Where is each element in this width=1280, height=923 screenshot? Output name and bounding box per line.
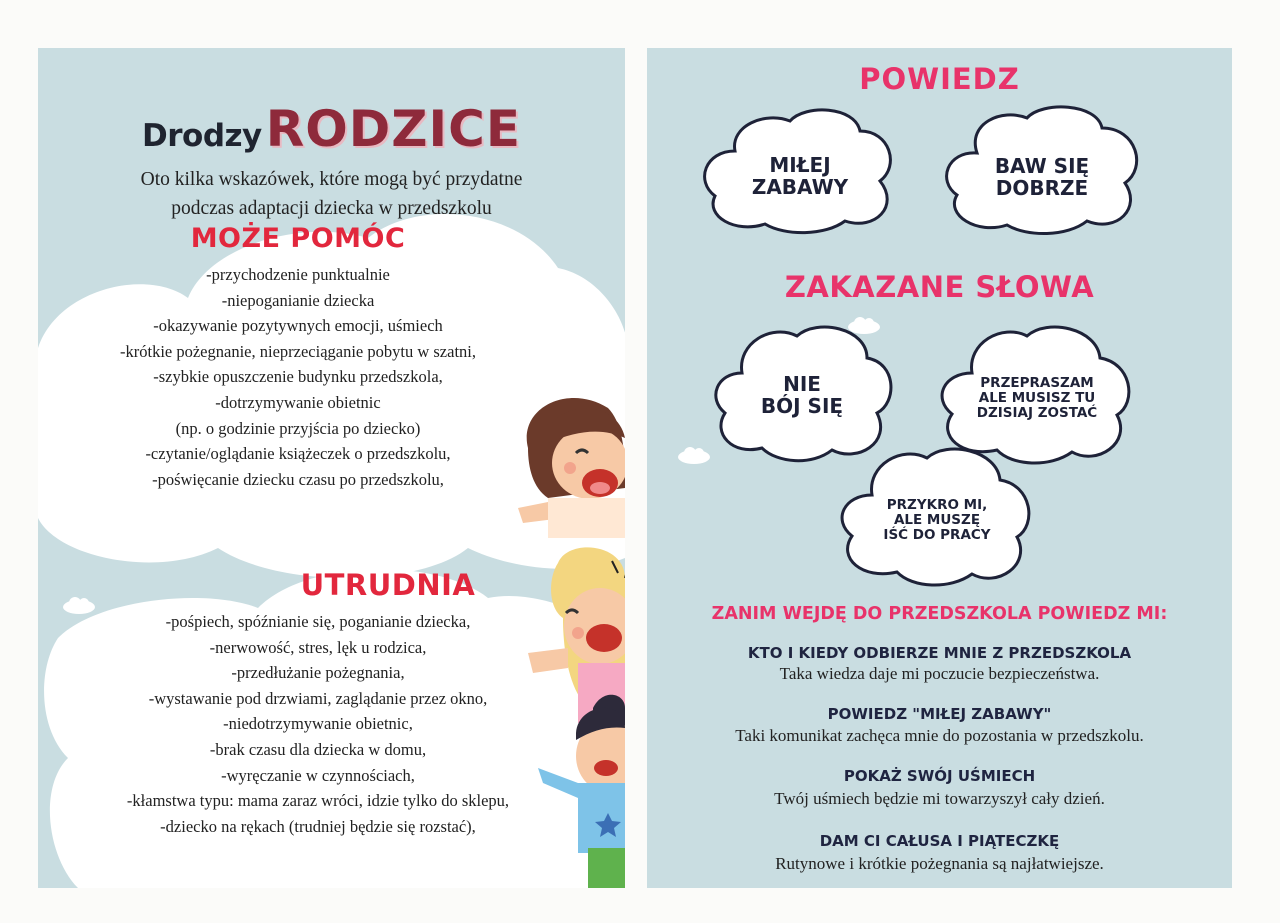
small-cloud-icon <box>62 596 96 614</box>
list-item: -niedotrzymywanie obietnic, <box>223 714 413 734</box>
list-item: -poświęcanie dziecku czasu po przedszkolu, <box>152 469 444 489</box>
subtitle-line: podczas adaptacji dziecka w przedszkolu <box>171 198 492 219</box>
forbidden-bubble-przykro-mi <box>832 440 1042 590</box>
list-item: -wyręczanie w czynnościach, <box>221 765 415 785</box>
bubble-line: DOBRZE <box>995 176 1089 200</box>
title-drodzy: Drodzy <box>142 118 262 154</box>
bubble-line: IŚĆ DO PRACY <box>883 527 991 543</box>
subtitle <box>78 165 585 223</box>
tip-desc: Twój uśmiech będzie mi towarzyszył cały dzień. <box>774 789 1105 808</box>
bubble-line: PRZEPRASZAM <box>980 375 1094 391</box>
page-title <box>38 100 625 158</box>
list-item: -okazywanie pozytywnych emocji, uśmiech <box>153 316 443 336</box>
bubble-line: BAW SIĘ <box>994 154 1090 178</box>
list-item: -przychodzenie punktualnie <box>206 265 390 284</box>
hinders-list <box>98 609 538 839</box>
kids-illustration <box>508 388 625 888</box>
bubble-line: BÓJ SIĘ <box>760 394 844 418</box>
list-item: -krótkie pożegnanie, nieprzeciąganie pobytu w szatni, <box>120 341 476 361</box>
tip-title: POWIEDZ "MIŁEJ ZABAWY" <box>827 705 1052 723</box>
bubble-line: ALE MUSZĘ <box>893 512 981 528</box>
boy-icon <box>538 695 625 888</box>
list-item: -niepoganianie dziecka <box>221 290 375 310</box>
before-heading: ZANIM WEJDĘ DO PRZEDSZKOLA POWIEDZ MI: <box>711 604 1168 624</box>
list-item: -pośpiech, spóźnianie się, poganianie dziecka, <box>165 612 471 631</box>
bubble-line: ALE MUSISZ TU <box>978 390 1096 406</box>
list-item: (np. o godzinie przyjścia po dziecko) <box>175 418 421 438</box>
girl-brown-hair-icon <box>518 398 625 538</box>
list-item: -czytanie/oglądanie książeczek o przedszkolu, <box>145 444 451 464</box>
small-cloud-icon <box>677 446 711 464</box>
forbidden-heading: ZAKAZANE SŁOWA <box>784 270 1095 304</box>
list-item: -wystawanie pod drzwiami, zaglądanie przez okno, <box>148 688 488 708</box>
bubble-line: PRZYKRO MI, <box>886 497 988 513</box>
tip-title: KTO I KIEDY ODBIERZE MNIE Z PRZEDSZKOLA <box>747 644 1132 662</box>
say-heading: POWIEDZ <box>859 62 1020 96</box>
list-item: -szybkie opuszczenie budynku przedszkola, <box>153 367 443 387</box>
list-item: -nerwowość, stres, lęk u rodzica, <box>209 637 427 657</box>
tip-desc: Taki komunikat zachęca mnie do pozostania w przedszkolu. <box>735 726 1144 745</box>
list-item: -dziecko na rękach (trudniej będzie się rozstać), <box>160 816 476 836</box>
tip-desc: Taka wiedza daje mi poczucie bezpieczeństwa. <box>779 664 1100 683</box>
bubble-line: DZISIAJ ZOSTAĆ <box>976 405 1098 421</box>
hinders-heading: UTRUDNIA <box>300 568 476 602</box>
tip-title: DAM CI CAŁUSA I PIĄTECZKĘ <box>819 832 1060 850</box>
tip-desc: Rutynowe i krótkie pożegnania są najłatwiejsze. <box>775 854 1104 873</box>
right-panel <box>647 48 1232 888</box>
say-bubble-milej-zabawy <box>695 106 905 236</box>
tip-title: POKAŻ SWÓJ UŚMIECH <box>843 767 1036 785</box>
say-bubble-baw-sie <box>937 103 1147 238</box>
list-item: -brak czasu dla dziecka w domu, <box>209 739 427 759</box>
bubble-line: MIŁEJ <box>769 153 831 177</box>
helps-heading: MOŻE POMÓC <box>190 223 406 254</box>
helps-list <box>38 262 558 492</box>
list-item: -kłamstwa typu: mama zaraz wróci, idzie tylko do sklepu, <box>126 791 510 811</box>
subtitle-line: Oto kilka wskazówek, które mogą być przydatne <box>140 169 523 190</box>
left-panel <box>38 48 625 888</box>
bubble-line: NIE <box>783 372 821 396</box>
bubble-line: ZABAWY <box>751 175 849 199</box>
list-item: -dotrzymywanie obietnic <box>215 392 381 412</box>
title-rodzice: RODZICE <box>265 100 521 158</box>
list-item: -przedłużanie pożegnania, <box>231 663 405 683</box>
small-cloud-icon <box>847 316 881 334</box>
